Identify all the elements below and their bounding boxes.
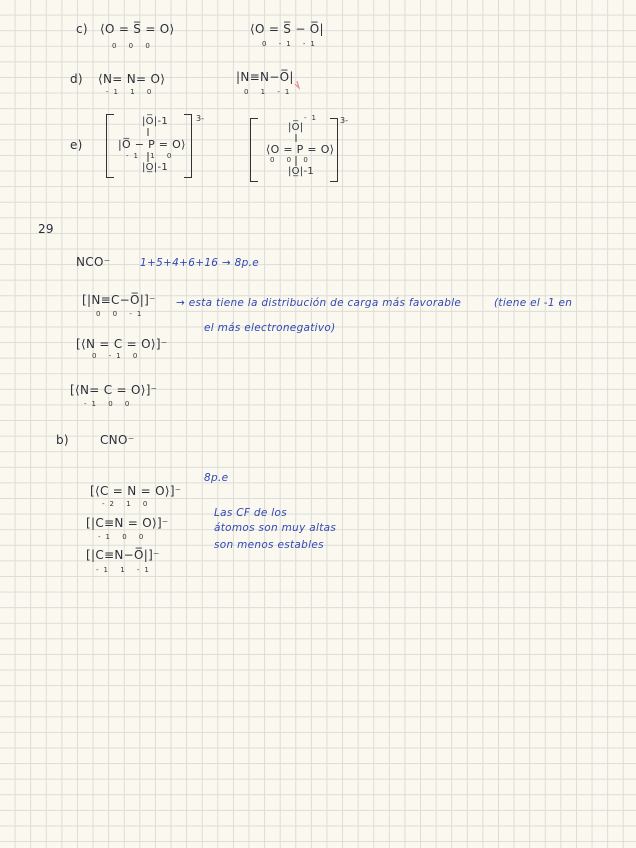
annotation-note-line1: (tiene el -1 en (494, 297, 573, 309)
structure-nco-2: [⟨N = C = O⟩]⁻ (76, 337, 168, 351)
formal-charges-d-left: -1 1 0 (106, 88, 157, 96)
charge-left: 3- (196, 114, 204, 123)
charge-right: 3- (340, 116, 348, 125)
formal-charges-nco-1: 0 0 -1 (96, 310, 147, 318)
structure-e-right-mid: ⟨O = P = O⟩ (266, 143, 335, 156)
formula-cno: CNO⁻ (100, 433, 135, 447)
structure-e-left-top: |O̅|-1 (142, 116, 169, 127)
structure-nco-3: [⟨N= C = O⟩]⁻ (70, 383, 158, 397)
structure-d-left: ⟨N= N= O⟩ (98, 72, 166, 86)
note-cf-line2: átomos son muy altas (214, 522, 337, 534)
structure-e-left-bot: |O̲|-1 (142, 162, 169, 173)
formal-charges-e-right-top: -1 (304, 114, 321, 122)
label-b: b) (56, 433, 69, 447)
formal-charges-c-left: 0 0 0 (112, 42, 155, 50)
formal-charges-e-left: -1 1 0 (126, 152, 177, 160)
electron-count: 1+5+4+6+16 → 8p.e (140, 257, 259, 269)
formal-charges-nco-2: 0 -1 0 (92, 352, 143, 360)
label-d: d) (70, 72, 83, 86)
structure-cno-2: [|C≡N = O⟩]⁻ (86, 516, 169, 530)
label-e: e) (70, 138, 83, 152)
structure-e-right-bot: |O̲|-1 (288, 166, 315, 177)
formal-charges-nco-3: -1 0 0 (84, 400, 135, 408)
formula-nco: NCO⁻ (76, 255, 111, 269)
pink-check-mark (295, 81, 299, 88)
formal-charges-c-right: 0 -1 -1 (262, 40, 320, 48)
formal-charges-d-right: 0 1 -1 (244, 88, 295, 96)
electron-count-b: 8p.e (204, 472, 229, 484)
annotation-note-line2: el más electronegativo) (204, 322, 336, 334)
formal-charges-cno-2: -1 0 0 (98, 533, 149, 541)
structure-c-left: ⟨O = S̅ = O⟩ (100, 22, 175, 36)
label-c: c) (76, 22, 88, 36)
structure-nco-1: [|N≡C−O̅|]⁻ (82, 293, 156, 307)
structure-c-right: ⟨O = S̅ − O̅| (250, 22, 324, 36)
note-cf-line1: Las CF de los (214, 507, 287, 519)
note-cf-line3: son menos estables (214, 539, 324, 551)
structure-cno-3: [|C≡N−O̅|]⁻ (86, 548, 160, 562)
annotation-favorable: → esta tiene la distribución de carga más favorable (176, 297, 462, 309)
formal-charges-e-right: 0 0 0 (270, 156, 313, 164)
formal-charges-cno-3: -1 1 -1 (96, 566, 154, 574)
formal-charges-cno-1: -2 1 0 (102, 500, 153, 508)
question-number: 29 (38, 222, 54, 236)
structure-d-right: |N≡N−O̅| (236, 70, 294, 84)
structure-e-left-mid: |O̅ − P = O⟩ (118, 138, 186, 151)
structure-e-right-top: |O̅| (288, 122, 304, 133)
structure-cno-1: [⟨C = N = O⟩]⁻ (90, 484, 182, 498)
